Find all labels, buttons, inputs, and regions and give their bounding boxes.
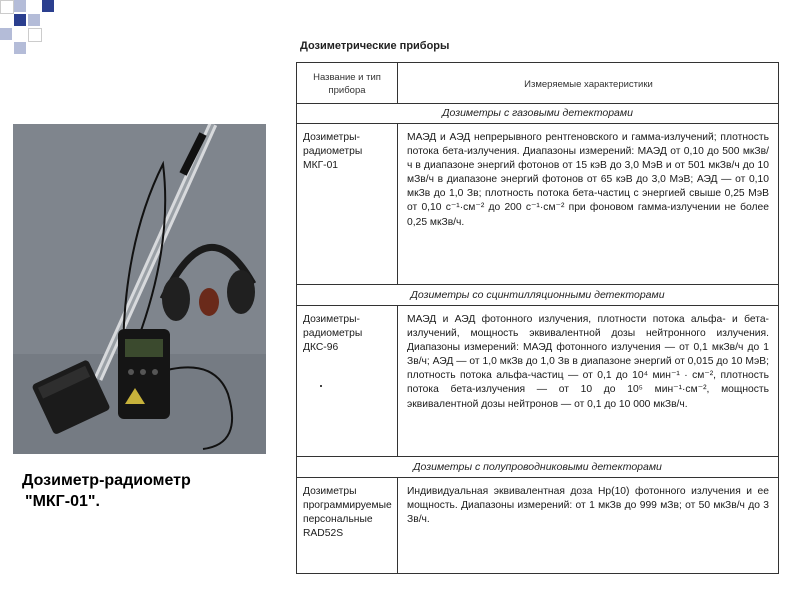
device-description: Индивидуальная эквивалентная доза Hp(10) фотонного излучения и ее мощность. Диапазоны измерений: от 1 мкЗв до 999 мЗв; от 50 мкЗв/ч до 3 Зв/ч. [407, 486, 769, 526]
dosimeter-illustration [13, 124, 266, 454]
section-title: Дозиметры с полупроводниковыми детекторами [413, 461, 662, 473]
section-title: Дозиметры со сцинтилляционными детекторами [410, 289, 665, 301]
table-rule [297, 456, 778, 457]
document-title: Дозиметрические приборы [300, 40, 450, 52]
photo-caption [22, 470, 191, 512]
corner-square [14, 42, 26, 54]
device-name: Дозиметры программируемые персональные RAD52S [303, 486, 392, 540]
table-rule [297, 305, 778, 306]
corner-square [0, 28, 12, 40]
table-rule [297, 284, 778, 285]
table-rule [297, 123, 778, 124]
caption-line: "МКГ-01". [25, 493, 100, 510]
stray-dot [320, 385, 322, 387]
column-divider [397, 477, 398, 573]
corner-square [28, 14, 40, 26]
header-name: Название и тип прибора [313, 72, 381, 96]
corner-square [42, 0, 54, 12]
corner-square [14, 0, 26, 12]
corner-decoration [0, 0, 70, 60]
corner-square [14, 14, 26, 26]
column-divider [397, 305, 398, 456]
corner-square [28, 28, 42, 42]
column-divider [397, 63, 398, 103]
dosimeter-table [296, 62, 779, 574]
caption-line: Дозиметр-радиометр [22, 472, 191, 489]
column-divider [397, 123, 398, 284]
device-description: МАЭД и АЭД непрерывного рентгеновского и гамма-излучений; плотность потока бета-излучения. Диапазоны измерений: МАЭД от 0,10 до 500 мкЗв/ч в диапазоне энергий фотонов от 15 кэВ до 3,0 МэВ и от 501 мкЗв/ч до 10 мЗв/ч в диапазоне энергий фотонов от 65 кэВ до 3,0 МэВ; АЭД — от 0,10 мкЗв до 1,0 Зв; плотность потока бета-частиц с энергией свыше 0,25 МэВ от 0,10 с⁻¹·см⁻² до 200 с⁻¹·см⁻² при фоновом гамма-излучении не более 0,25 мкЗв/ч. [407, 132, 769, 228]
device-name: Дозиметры-радиометры МКГ-01 [303, 132, 363, 172]
table-rule [297, 477, 778, 478]
dosimeter-photo [13, 124, 266, 454]
corner-square [0, 0, 14, 14]
section-title: Дозиметры с газовыми детекторами [442, 107, 633, 119]
header-characteristics: Измеряемые характеристики [524, 79, 653, 90]
device-name: Дозиметры-радиометры ДКС-96 [303, 314, 363, 354]
table-rule [297, 103, 778, 104]
device-description: МАЭД и АЭД фотонного излучения, плотности потока альфа- и бета-излучений, мощность эквивалентной дозы нейтронного излучения. Диапазоны измерений: МАЭД фотонного излучения — от 0,1 мкЗв/ч до 1 Зв/ч; АЭД — от 1,0 мкЗв до 1,0 Зв в диапазоне энергий от 0,015 до 10 МэВ; плотность потока альфа-частиц — от 0,1 до 10⁴ мин⁻¹ · см⁻², плотность потока бета-излучения — от 10 до 10⁵ мин⁻¹·см⁻², мощность эквивалентной дозы нейтронов — от 0,1 до 10 000 мкЗв/ч. [407, 314, 769, 410]
